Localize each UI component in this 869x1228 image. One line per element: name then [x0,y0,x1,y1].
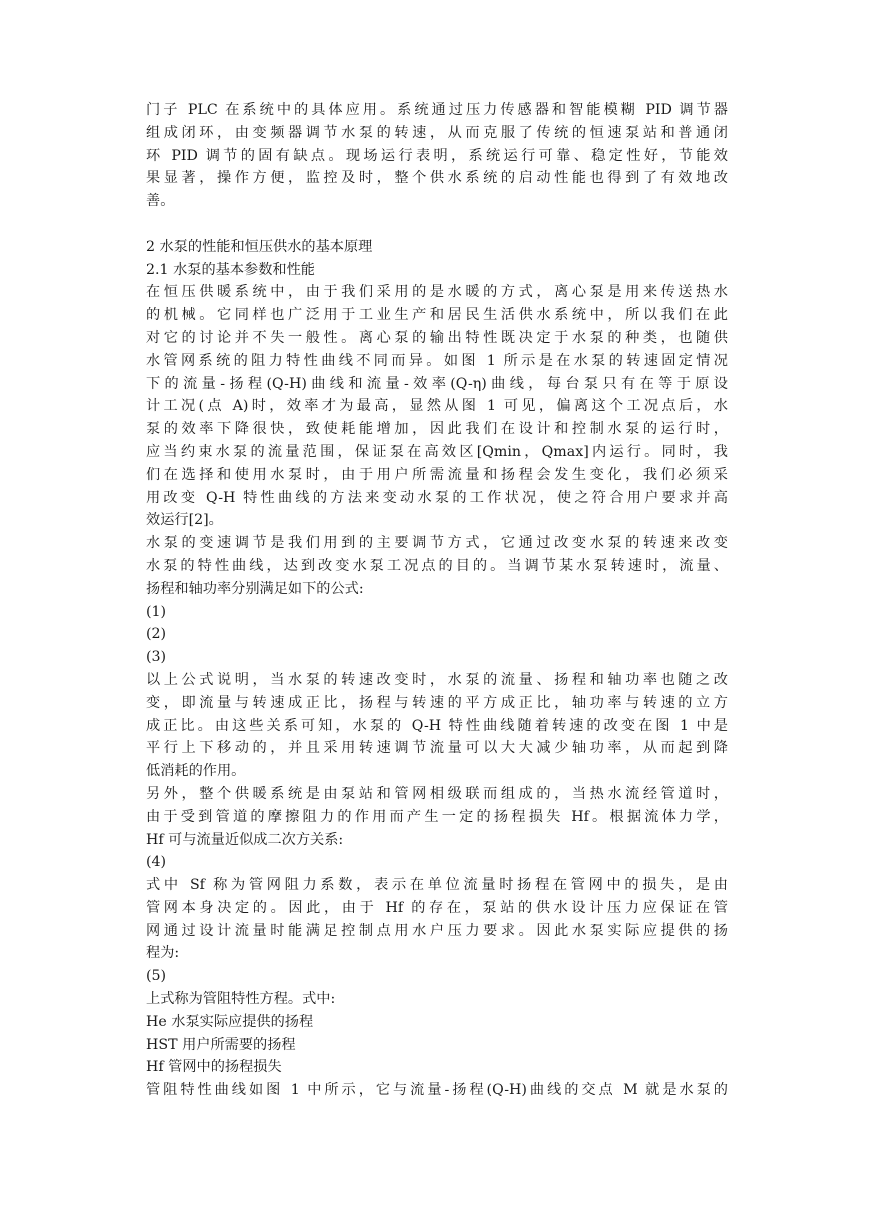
text-line: 下的流量-扬程(Q-H)曲线和流量-效率(Q-η)曲线，每台泵只有在等于原设 [146,375,728,392]
equation-number: (3) [146,649,167,666]
blank-line [146,213,728,236]
text-line: 们在选择和使用水泵时，由于用户所需流量和扬程会发生变化，我们必须采 [146,466,728,483]
text-line: 网通过设计流量时能满足控制点用水户压力要求。因此水泵实际应提供的扬 [146,922,728,939]
text-line: 程为: [146,945,180,962]
text-line: 善。 [146,193,175,210]
equation-number: (5) [146,968,167,985]
definition-line: He 水泵实际应提供的扬程 [146,1013,314,1030]
definition-line: Hf 管网中的扬程损失 [146,1059,282,1076]
text-line: 平行上下移动的，并且采用转速调节流量可以大大减少轴功率，从而起到降 [146,740,728,757]
text-line: 门子 PLC 在系统中的具体应用。系统通过压力传感器和智能模糊 PID 调节器 [146,102,728,118]
definition-line: HST 用户所需要的扬程 [146,1036,296,1053]
text-line: 式中 Sf 称为管网阻力系数，表示在单位流量时扬程在管网中的损失，是由 [146,877,728,894]
text-line: 水泵的变速调节是我们用到的主要调节方式，它通过改变水泵的转速来改变 [146,535,728,552]
text-line: 泵的效率下降很快，致使耗能增加，因此我们在设计和控制水泵的运行时， [146,421,728,438]
text-line: 组成闭环，由变频器调节水泵的转速，从而克服了传统的恒速泵站和普通闭 [146,124,728,141]
text-line: 另外，整个供暖系统是由泵站和管网相级联而组成的，当热水流经管道时， [146,785,728,802]
text-line: 果显著，操作方便，监控及时，整个供水系统的启动性能也得到了有效地改 [146,170,728,187]
text-line: 计工况(点 A)时，效率才为最高，显然从图 1 可见，偏离这个工况点后，水 [146,398,728,415]
text-line: 上式称为管阻特性方程。式中: [146,991,336,1008]
text-line: 用改变 Q-H 特性曲线的方法来变动水泵的工作状况，使之符合用户要求并高 [146,489,728,506]
section-heading: 2 水泵的性能和恒压供水的基本原理 [146,238,373,255]
equation-number: (1) [146,603,167,620]
text-line: Hf 可与流量近似成二次方关系: [146,831,344,848]
text-line: 环 PID 调节的固有缺点。现场运行表明，系统运行可靠、稳定性好，节能效 [146,147,728,164]
text-line: 效运行[2]。 [146,512,223,529]
text-line: 对它的讨论并不失一般性。离心泵的输出特性既决定于水泵的种类，也随供 [146,329,728,346]
text-line: 水管网系统的阻力特性曲线不同而异。如图 1 所示是在水泵的转速固定情况 [146,352,728,369]
text-line: 扬程和轴功率分别满足如下的公式: [146,580,364,597]
subsection-heading: 2.1 水泵的基本参数和性能 [146,261,315,278]
text-line: 以上公式说明，当水泵的转速改变时，水泵的流量、扬程和轴功率也随之改 [146,671,728,688]
equation-number: (4) [146,854,167,871]
text-line: 水泵的特性曲线，达到改变水泵工况点的目的。当调节某水泵转速时，流量、 [146,557,728,574]
text-line: 成正比。由这些关系可知，水泵的 Q-H 特性曲线随着转速的改变在图 1 中是 [146,717,728,734]
text-line: 应当约束水泵的流量范围，保证泵在高效区[Qmin，Qmax]内运行。同时，我 [146,443,728,460]
text-line: 的机械。它同样也广泛用于工业生产和居民生活供水系统中，所以我们在此 [146,307,728,324]
text-line: 在恒压供暖系统中，由于我们采用的是水暖的方式，离心泵是用来传送热水 [146,284,728,301]
text-line: 低消耗的作用。 [146,763,246,780]
text-line: 变，即流量与转速成正比，扬程与转速的平方成正比，轴功率与转速的立方 [146,694,728,711]
text-line: 管阻特性曲线如图 1 中所示，它与流量-扬程(Q-H)曲线的交点 M 就是水泵的 [146,1082,728,1099]
equation-number: (2) [146,626,167,643]
text-line: 管网本身决定的。因此，由于 Hf 的存在，泵站的供水设计压力应保证在管 [146,899,728,916]
document-body [146,99,728,1102]
text-line: 由于受到管道的摩擦阻力的作用而产生一定的扬程损失 Hf。根据流体力学， [146,808,728,825]
